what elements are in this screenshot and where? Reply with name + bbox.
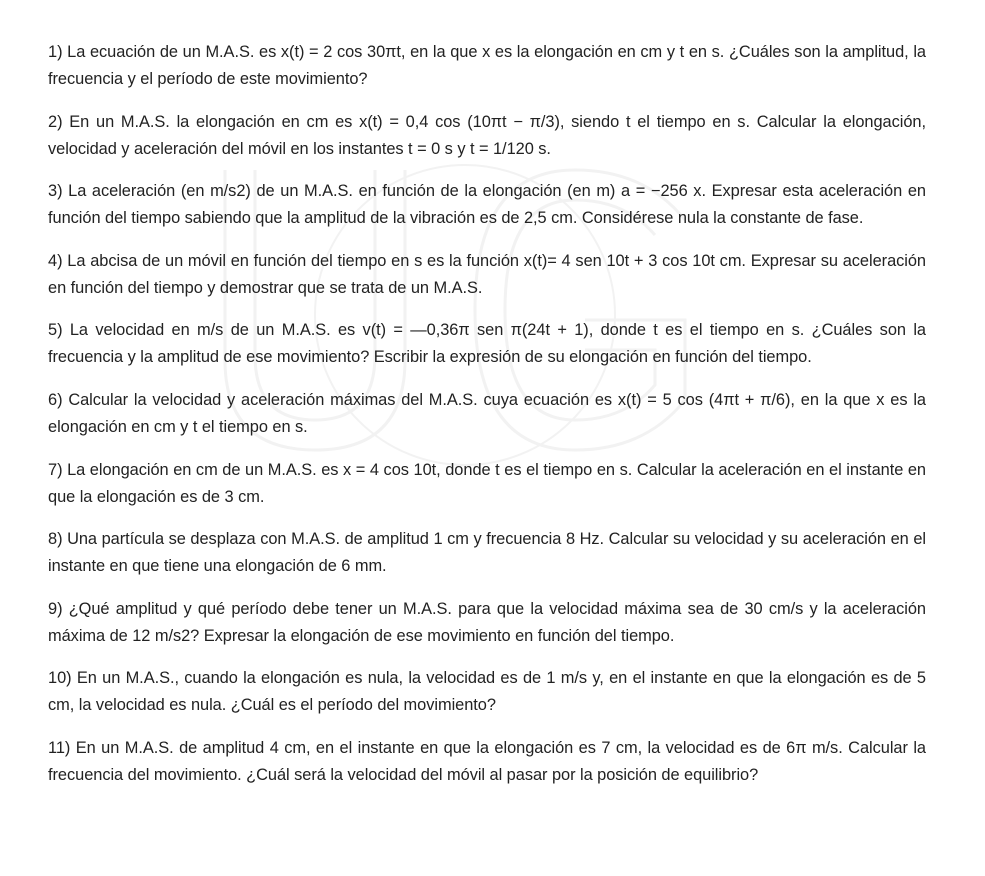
problem-7: 7) La elongación en cm de un M.A.S. es x = 4 cos 10t, donde t es el tiempo en s. Calcular la aceleración en el instante en que la elongación es de 3 cm. <box>48 460 926 506</box>
problem-1: 1) La ecuación de un M.A.S. es x(t) = 2 cos 30πt, en la que x es la elongación en cm y t en s. ¿Cuáles son la amplitud, la frecuencia y el período de este movimiento? <box>48 43 926 88</box>
problem-3: 3) La aceleración (en m/s2) de un M.A.S. en función de la elongación (en m) a = −256 x. Expresar esta aceleración en función del tiempo sabiendo que la amplitud de la vibración es de 2,5 cm. Considérese nula la constante de fase. <box>48 182 926 228</box>
problem-10: 10) En un M.A.S., cuando la elongación es nula, la velocidad es de 1 m/s y, en el instante en que la elongación es de 5 cm, la velocidad es nula. ¿Cuál es el período del movimiento? <box>48 669 926 715</box>
exercise-list <box>48 39 926 805</box>
problem-9: 9) ¿Qué amplitud y qué período debe tener un M.A.S. para que la velocidad máxima sea de 30 cm/s y la aceleración máxima de 12 m/s2? Expresar la elongación de ese movimiento en función del tiempo. <box>48 599 926 645</box>
problem-4: 4) La abcisa de un móvil en función del tiempo en s es la función x(t)= 4 sen 10t + 3 cos 10t cm. Expresar su aceleración en función del tiempo y demostrar que se trata de un M.A.S. <box>48 251 926 297</box>
problem-11: 11) En un M.A.S. de amplitud 4 cm, en el instante en que la elongación es 7 cm, la velocidad es de 6π m/s. Calcular la frecuencia del movimiento. ¿Cuál será la velocidad del móvil al pasar por la posición de equilibrio? <box>48 738 926 784</box>
problem-8: 8) Una partícula se desplaza con M.A.S. de amplitud 1 cm y frecuencia 8 Hz. Calcular su velocidad y su aceleración en el instante en que tiene una elongación de 6 mm. <box>48 530 926 576</box>
problem-6: 6) Calcular la velocidad y aceleración máximas del M.A.S. cuya ecuación es x(t) = 5 cos (4πt + π/6), en la que x es la elongación en cm y t el tiempo en s. <box>48 390 926 436</box>
problem-2: 2) En un M.A.S. la elongación en cm es x(t) = 0,4 cos (10πt − π/3), siendo t el tiempo en s. Calcular la elongación, velocidad y aceleración del móvil en los instantes t = 0 s y t = 1/120 s. <box>48 112 926 158</box>
problem-5: 5) La velocidad en m/s de un M.A.S. es v(t) = —0,36π sen π(24t + 1), donde t es el tiempo en s. ¿Cuáles son la frecuencia y la amplitud de ese movimiento? Escribir la expresión de su elongación en función del tiempo. <box>48 321 926 367</box>
